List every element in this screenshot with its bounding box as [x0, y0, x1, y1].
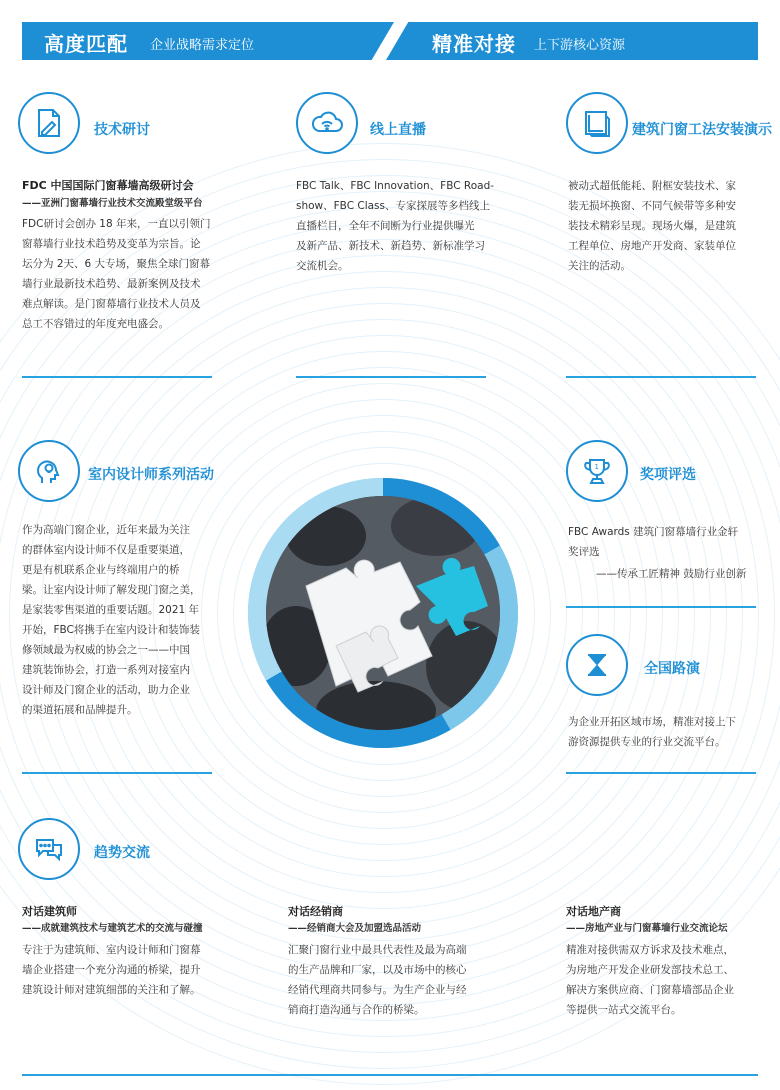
- chat-bubbles-icon: [18, 818, 80, 880]
- text-line: 被动式超低能耗、附框安装技术、家: [568, 180, 736, 192]
- trend-title: 趋势交流: [94, 845, 150, 861]
- divider: [22, 376, 212, 378]
- text-line: 奖评选: [568, 546, 600, 558]
- text-line: 建筑设计师对建筑细部的关注和了解。: [22, 984, 201, 996]
- designer-body: [22, 520, 232, 720]
- text-line: 总工不容错过的年度充电盛会。: [22, 318, 169, 330]
- text-line: FBC Awards 建筑门窗幕墙行业金轩: [568, 526, 739, 538]
- text-line: 建筑装饰协会，打造一系列对接室内: [22, 664, 190, 676]
- text-line: 装无损坏换窗、不同气候带等多种安: [568, 200, 736, 212]
- text-line: 专注于为建筑师、室内设计师和门窗幕: [22, 944, 201, 956]
- text-line: 经销代理商共同参与。为生产企业与经: [288, 984, 467, 996]
- tech-heading: FDC 中国国际门窗幕墙高级研讨会: [22, 179, 194, 192]
- text-line: 坛分为 2天、6 大专场，聚焦全球门窗幕: [22, 258, 211, 270]
- svg-text:1: 1: [594, 463, 599, 471]
- text-line: 等提供一站式交流平台。: [566, 1004, 682, 1016]
- text-line: 游资源提供专业的行业交流平台。: [568, 736, 726, 748]
- divider: [22, 772, 212, 774]
- live-title: 线上直播: [370, 122, 426, 138]
- demo-title: 建筑门窗工法安装演示: [632, 122, 772, 138]
- realestate-body: [566, 940, 766, 1020]
- award-title: 奖项评选: [640, 467, 696, 483]
- text-line: 开始，FBC将携手在室内设计和装饰装: [22, 624, 200, 636]
- text-line: 的渠道拓展和品牌提升。: [22, 704, 138, 716]
- text-line: 墙企业搭建一个充分沟通的桥梁，提升: [22, 964, 201, 976]
- text-line: 设计师及门窗企业的活动，助力企业: [22, 684, 190, 696]
- live-body: [296, 176, 506, 276]
- award-slogan: ——传承工匠精神 鼓励行业创新: [596, 568, 747, 580]
- text-line: 梁。让室内设计师了解发现门窗之美，: [22, 584, 201, 596]
- text-line: FBC Talk、FBC Innovation、FBC Road-: [296, 180, 495, 192]
- text-line: 精准对接供需双方诉求及技术难点，: [566, 944, 734, 956]
- text-line: 修领域最为权威的协会之一——中国: [22, 644, 190, 656]
- text-line: 墙行业最新技术趋势、最新案例及技术: [22, 278, 201, 290]
- architect-body: [22, 940, 242, 1000]
- award-body: [568, 522, 768, 562]
- designer-title: 室内设计师系列活动: [88, 467, 214, 483]
- document-pen-icon: [18, 92, 80, 154]
- window-frame-icon: [566, 92, 628, 154]
- center-puzzle-image: [266, 496, 500, 730]
- text-line: 是家装零售渠道的重要话题。2021 年: [22, 604, 200, 616]
- text-line: 为房地产开发企业研发部技术总工、: [566, 964, 734, 976]
- text-line: 的生产品牌和厂家，以及市场中的核心: [288, 964, 467, 976]
- divider: [566, 772, 756, 774]
- tech-subheading: ——亚洲门窗幕墙行业技术交流殿堂级平台: [22, 198, 203, 209]
- text-line: 难点解读。是门窗幕墙行业技术人员及: [22, 298, 201, 310]
- demo-body: [568, 176, 768, 276]
- realestate-heading: 对话地产商: [566, 905, 621, 918]
- text-line: FDC研讨会创办 18 年来，一直以引领门: [22, 218, 211, 230]
- roadshow-body: [568, 712, 768, 752]
- text-line: 及新产品、新技术、新趋势、新标准学习: [296, 240, 485, 252]
- text-line: 作为高端门窗企业，近年来最为关注: [22, 524, 190, 536]
- dealer-body: [288, 940, 508, 1020]
- text-line: 汇聚门窗行业中最具代表性及最为高端: [288, 944, 467, 956]
- text-line: show、FBC Class、专家探展等多档线上: [296, 200, 490, 212]
- banner-right-subtitle: 上下游核心资源: [534, 38, 626, 53]
- roadshow-title: 全国路演: [644, 661, 700, 677]
- text-line: 交流机会。: [296, 260, 349, 272]
- text-line: 工程单位、房地产开发商、家装单位: [568, 240, 736, 252]
- text-line: 解决方案供应商、门窗幕墙部品企业: [566, 984, 734, 996]
- text-line: 更是有机联系企业与终端用户的桥: [22, 564, 180, 576]
- banner-left-title: 高度匹配: [44, 32, 128, 56]
- text-line: 装技术精彩呈现。现场火爆，是建筑: [568, 220, 736, 232]
- dealer-heading: 对话经销商: [288, 905, 343, 918]
- banner-left-subtitle: 企业战略需求定位: [150, 38, 255, 53]
- text-line: 为企业开拓区域市场，精准对接上下: [568, 716, 736, 728]
- text-line: 销商打造沟通与合作的桥梁。: [288, 1004, 425, 1016]
- tech-body: [22, 214, 222, 334]
- dealer-subheading: ——经销商大会及加盟选品活动: [288, 923, 422, 934]
- text-line: 窗幕墙行业技术趋势及变革为宗旨。论: [22, 238, 201, 250]
- trophy-icon: [566, 440, 628, 502]
- head-bulb-icon: [18, 440, 80, 502]
- text-line: 的群体室内设计师不仅是重要渠道，: [22, 544, 190, 556]
- realestate-subheading: ——房地产业与门窗幕墙行业交流论坛: [566, 923, 728, 934]
- divider: [296, 376, 486, 378]
- banner-right-title: 精准对接: [432, 32, 516, 56]
- text-line: 关注的活动。: [568, 260, 631, 272]
- architect-subheading: ——成就建筑技术与建筑艺术的交流与碰撞: [22, 923, 203, 934]
- architect-heading: 对话建筑师: [22, 905, 77, 918]
- text-line: 直播栏目，全年不间断为行业提供曝光: [296, 220, 475, 232]
- divider: [566, 606, 756, 608]
- divider: [566, 376, 756, 378]
- cloud-wifi-icon: [296, 92, 358, 154]
- hourglass-arrows-icon: [566, 634, 628, 696]
- tech-title: 技术研讨: [94, 122, 150, 138]
- bottom-divider: [22, 1074, 758, 1076]
